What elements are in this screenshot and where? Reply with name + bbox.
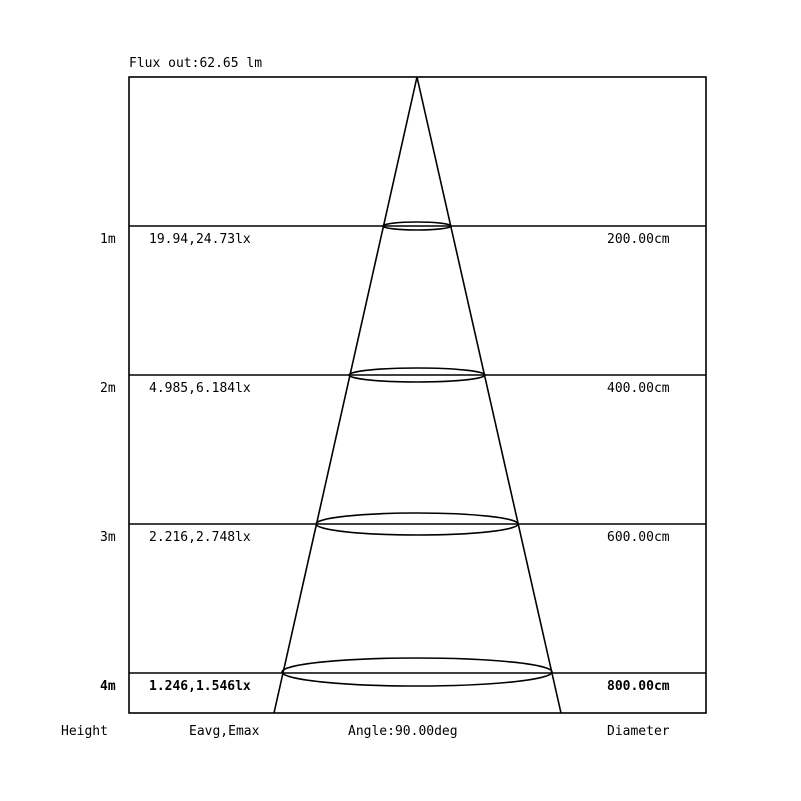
height-label-3m: 3m [100,530,116,545]
diameter-column-label: Diameter [607,724,670,739]
flux-out-label: Flux out:62.65 lm [129,56,263,71]
height-label-2m: 2m [100,381,116,396]
beam-angle-label: Angle:90.00deg [348,724,458,739]
height-label-1m: 1m [100,232,116,247]
illuminance-label-3m: 2.216,2.748lx [149,530,251,545]
illuminance-label-2m: 4.985,6.184lx [149,381,251,396]
diameter-label-3m: 600.00cm [607,530,670,545]
height-label-4m: 4m [100,679,116,694]
beam-edge-right [417,77,561,713]
illuminance-label-4m: 1.246,1.546lx [149,679,251,694]
illuminance-label-1m: 19.94,24.73lx [149,232,251,247]
diameter-label-2m: 400.00cm [607,381,670,396]
beam-edge-left [274,77,417,713]
beam-section-4m [282,658,552,686]
height-column-label: Height [61,724,108,739]
diameter-label-4m: 800.00cm [607,679,670,694]
diameter-label-1m: 200.00cm [607,232,670,247]
eavg-emax-column-label: Eavg,Emax [189,724,260,739]
